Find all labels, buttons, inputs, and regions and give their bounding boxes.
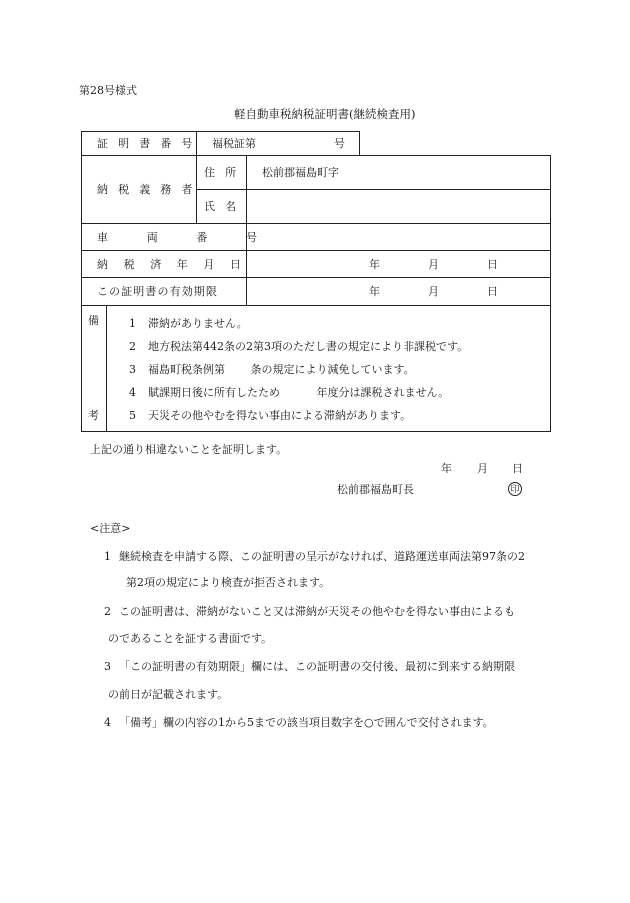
paid-month: 月 [428, 258, 439, 271]
paid-year: 年 [369, 258, 380, 271]
sign-year: 年 [441, 462, 452, 475]
address-label: 住 所 [204, 166, 240, 179]
document-title: 軽自動車税納税証明書(継続検査用) [234, 107, 416, 121]
remarks-label-bottom: 考 [88, 409, 99, 422]
note-text-continued: 第2項の規定により検査が拒否されます。 [126, 576, 331, 589]
certify-text: 上記の通り相違ないことを証明します。 [90, 443, 288, 456]
paid-day: 日 [487, 258, 498, 271]
validity-year: 年 [369, 285, 380, 298]
taxpayer-label: 納 税 義 務 者 [97, 183, 196, 196]
remark-text: 地方税法第442条の2第3項のただし書の規定により非課税です。 [148, 340, 469, 353]
note-text: 「この証明書の有効期限」欄には、この証明書の交付後、最初に到来する納期限 [119, 660, 515, 673]
note-number: 1 [104, 550, 111, 563]
remark-number: 4 [129, 386, 136, 399]
cert-number-prefix: 福税証第 [212, 137, 256, 150]
remark-item [129, 340, 468, 353]
official-seal: 印 [508, 482, 522, 496]
remark-text: 天災その他やむを得ない事由による滞納があります。 [148, 409, 412, 422]
remark-text: 賦課期日後に所有したため 年度分は課税されません。 [148, 386, 450, 399]
note-text-continued: の前日が記載されます。 [108, 688, 229, 701]
remarks-label-top: 備 [88, 314, 99, 327]
remark-number: 2 [129, 340, 136, 353]
remark-number: 3 [129, 363, 136, 376]
form-number: 第28号様式 [79, 84, 137, 97]
validity-label: この証明書の有効期限 [97, 285, 218, 298]
paid-date-label: 納 税 済 年 月 日 [97, 258, 248, 271]
note-number: 3 [104, 660, 111, 673]
sign-month: 月 [477, 462, 488, 475]
validity-day: 日 [487, 285, 498, 298]
note-text: この証明書は、滞納がないこと又は滞納が天災その他やむを得ない事由によるも [119, 605, 515, 618]
remark-item [129, 317, 248, 330]
notes-title: <注意> [90, 522, 131, 535]
sign-day: 日 [512, 462, 523, 475]
remark-item [129, 363, 415, 376]
note-number: 4 [104, 716, 111, 729]
remark-number: 1 [129, 317, 136, 330]
remark-item [129, 386, 449, 399]
mayor-title: 松前郡福島町長 [337, 483, 414, 496]
note-text-continued: のであることを証する書面です。 [108, 632, 273, 645]
cert-number-label: 証 明 書 番 号 [97, 137, 196, 150]
vehicle-number-label: 車 両 番 号 [97, 231, 275, 244]
note-text: 継続検査を申請する際、この証明書の呈示がなければ、道路運送車両法第97条の2 [119, 550, 525, 563]
validity-month: 月 [428, 285, 439, 298]
remark-item [129, 409, 411, 422]
note-number: 2 [104, 605, 111, 618]
address-value: 松前郡福島町字 [262, 166, 339, 179]
name-label: 氏 名 [204, 200, 240, 213]
remark-number: 5 [129, 409, 136, 422]
cert-number-suffix: 号 [334, 137, 345, 150]
note-text: 「備考」欄の内容の1から5までの該当項目数字を○で囲んで交付されます。 [119, 716, 494, 729]
remark-text: 滞納がありません。 [148, 317, 248, 330]
remark-text: 福島町税条例第 条の規定により減免しています。 [148, 363, 415, 376]
